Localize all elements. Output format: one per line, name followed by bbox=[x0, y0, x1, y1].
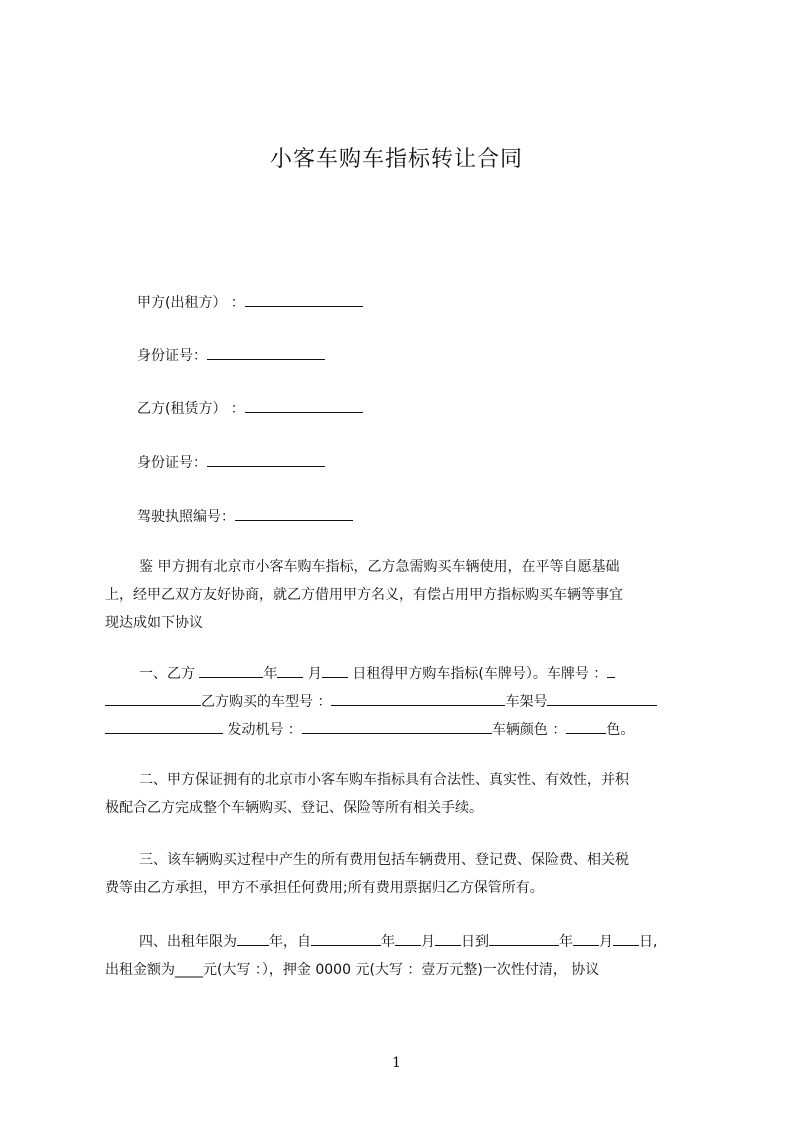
clause-1-text-a: 一、乙方 bbox=[139, 666, 200, 682]
frame-blank[interactable] bbox=[547, 691, 657, 706]
page-number: 1 bbox=[392, 1055, 401, 1071]
clause-1-text-c: 月 bbox=[303, 666, 322, 682]
clause-4-text-d: 月 bbox=[421, 934, 435, 950]
id-b-label: 身份证号： bbox=[137, 455, 207, 471]
clause-3-line-1: 三、该车辆购买过程中产生的所有费用包括车辆费用、登记费、保险费、相关税 bbox=[139, 852, 629, 868]
clause-1-text-e: 乙方购买的车型号 ： bbox=[201, 694, 332, 710]
preamble-line-1: 鉴 甲方拥有北京市小客车购车指标，乙方急需购买车辆使用，在平等自愿基础 bbox=[139, 559, 620, 575]
clause-1 bbox=[105, 660, 705, 744]
license-field bbox=[137, 506, 353, 527]
license-blank[interactable] bbox=[235, 506, 353, 521]
clause-1-text-g: 发动机号 ： bbox=[223, 722, 302, 738]
clause-1-line-1 bbox=[105, 660, 705, 688]
clause-4-line-1 bbox=[105, 928, 705, 956]
clause-1-text-b: 年 bbox=[263, 666, 278, 682]
clause-3-line-2: 费等由乙方承担，甲方不承担任何费用;所有费用票据归乙方保管所有。 bbox=[105, 880, 544, 896]
clause-4-text-h: 日, bbox=[639, 934, 658, 950]
day-blank[interactable] bbox=[322, 663, 348, 678]
clause-2-line-2: 极配合乙方完成整个车辆购买、登记、保险等所有相关手续。 bbox=[105, 800, 483, 816]
party-a-field bbox=[137, 292, 363, 313]
start-year-blank[interactable] bbox=[311, 931, 381, 946]
start-month-blank[interactable] bbox=[395, 931, 421, 946]
party-b-label: 乙方(租赁方） ： bbox=[137, 401, 245, 417]
clause-1-line-2 bbox=[105, 688, 705, 716]
license-label: 驾驶执照编号： bbox=[137, 509, 235, 525]
party-a-blank[interactable] bbox=[245, 292, 363, 307]
document-title: 小客车购车指标转让合同 bbox=[269, 147, 523, 172]
party-a-label: 甲方(出租方） ： bbox=[137, 295, 245, 311]
clause-1-text-f: 车架号 bbox=[505, 694, 548, 710]
end-month-blank[interactable] bbox=[573, 931, 599, 946]
start-day-blank[interactable] bbox=[435, 931, 461, 946]
clause-2 bbox=[105, 766, 705, 822]
model-blank[interactable] bbox=[331, 691, 505, 706]
end-year-blank[interactable] bbox=[489, 931, 559, 946]
frame-blank-cont[interactable] bbox=[105, 719, 223, 734]
id-b-blank[interactable] bbox=[207, 452, 325, 467]
preamble-paragraph bbox=[105, 553, 705, 637]
id-a-blank[interactable] bbox=[207, 345, 325, 360]
color-blank[interactable] bbox=[566, 719, 606, 734]
party-b-blank[interactable] bbox=[245, 398, 363, 413]
engine-blank[interactable] bbox=[302, 719, 492, 734]
lessee-blank[interactable] bbox=[199, 663, 263, 678]
clause-4 bbox=[105, 928, 705, 984]
clause-4-line-2: 出租金额为____元(大写 ：），押金 0000 元(大写 ：壹万元整)一次性付清， 协议 bbox=[105, 962, 600, 978]
term-years-blank[interactable] bbox=[237, 931, 269, 946]
clause-1-text-h: 车辆颜色 ： bbox=[491, 722, 567, 738]
month-blank[interactable] bbox=[277, 663, 303, 678]
preamble-line-3: 现达成如下协议 bbox=[105, 615, 203, 631]
clause-4-text-c: 年 bbox=[381, 934, 395, 950]
party-b-field bbox=[137, 398, 363, 419]
clause-1-text-d: 日租得甲方购车指标(车牌号）。车牌号 ： bbox=[347, 666, 608, 682]
plate-blank-start[interactable] bbox=[607, 663, 615, 678]
clause-3 bbox=[105, 846, 705, 902]
plate-blank[interactable] bbox=[105, 691, 201, 706]
preamble-line-2: 上，经甲乙双方友好协商，就乙方借用甲方名义，有偿占用甲方指标购买车辆等事宜 bbox=[105, 587, 623, 603]
id-b-field bbox=[137, 452, 325, 473]
clause-2-line-1: 二、甲方保证拥有的北京市小客车购车指标具有合法性、真实性、有效性，并积 bbox=[139, 772, 629, 788]
clause-4-text-g: 月 bbox=[599, 934, 613, 950]
clause-4-text-e: 日到 bbox=[461, 934, 489, 950]
id-a-field bbox=[137, 345, 325, 366]
clause-1-text-i: 色。 bbox=[606, 722, 635, 738]
clause-4-text-a: 四、出租年限为 bbox=[139, 934, 237, 950]
clause-1-line-3 bbox=[105, 716, 705, 744]
clause-4-text-f: 年 bbox=[559, 934, 573, 950]
clause-4-text-b: 年，自 bbox=[269, 934, 311, 950]
id-a-label: 身份证号： bbox=[137, 348, 207, 364]
end-day-blank[interactable] bbox=[613, 931, 639, 946]
